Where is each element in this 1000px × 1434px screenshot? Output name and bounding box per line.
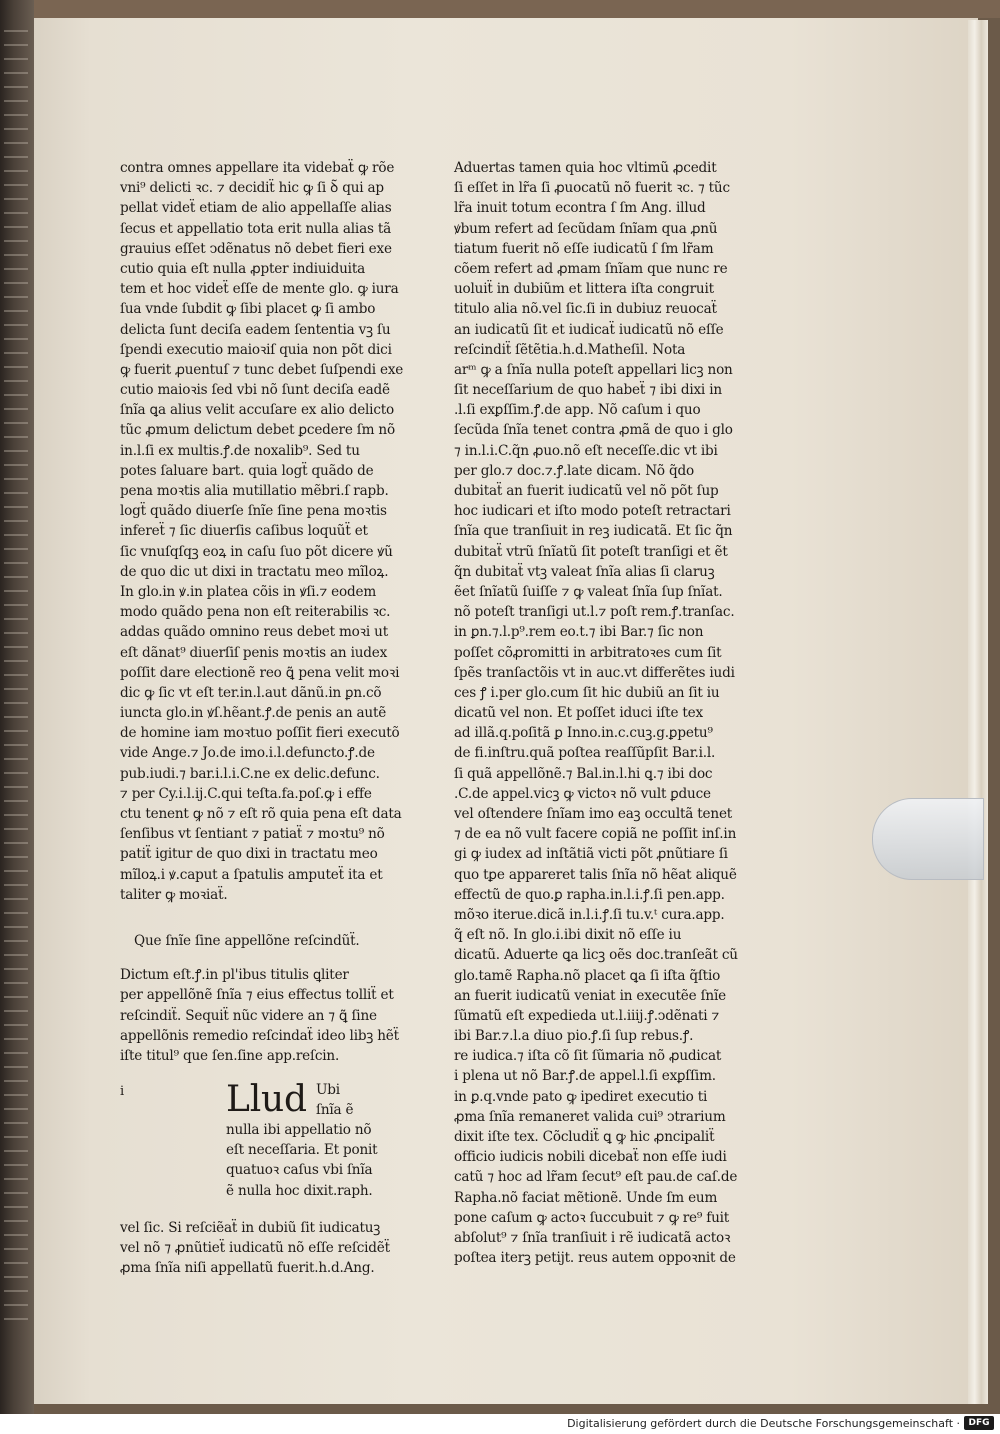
text-line: ẽ nulla hoc dixit.raph. [226,1182,373,1199]
text-line: addas quãdo omnino reus debet moꝛi ut [120,624,388,641]
text-line: ad illã.q.poſitã ꝑ Inno.in.c.cuꝫ.g.ꝑpetu⁹ [454,725,713,742]
text-line: ⁊ in.l.i.C.q̃n ꝓuo.nõ eſt neceſſe.dic vt ibi [454,442,718,459]
text-line: ſecus et appellatio tota erit nulla alias tã [120,220,392,237]
text-line: pone caſum ꝙ actoꝛ ſuccubuit ⁊ ꝙ re⁹ fuit [454,1209,730,1226]
text-line: dubitaẗ vtrũ ſnĩatũ ſit poteſt tranſigi et ẽt [454,543,728,560]
funding-credit: Digitalisierung gefördert durch die Deutsche Forschungsgemeinschaft · [567,1417,960,1430]
text-line: vel ſic. Si reſciẽaẗ in dubiũ ſit iudicatuꝫ [120,1220,381,1237]
text-line: Dictum eſt.ꝭ.in pl'ibus titulis ꝗliter [120,967,349,984]
text-line: pellat videẗ etiam de alio appellaſſe alias [120,200,392,217]
text-line: nõ poteſt tranſigi ut.l.⁊ poſt rem.ꝭ.tranſac. [454,604,735,621]
text-line: hoc iudicari et iſto modo poteſt retractari [454,503,731,520]
text-line: i plena ut nõ Bar.ꝭ.de appel.l.ſi exꝑſſim. [454,1068,716,1085]
text-line: ſũmatũ eſt expedieda ut.l.iiij.ꝭ.ↄdẽnati ⁊ [454,1007,720,1024]
text-line: dubitaẗ an fuerit iudicatũ vel nõ põt ſup [454,483,719,499]
text-line: .C.de appel.vicꝫ ꝙ victoꝛ nõ vult ꝑduce [454,785,711,802]
text-line: grauius eſſet ↄdẽnatus nõ debet fieri exe [120,240,392,257]
text-line: vni⁹ delicti ꝛc. ⁊ decidiẗ hic ꝙ ſi ꝺ̃ qui ap [120,180,384,197]
text-line: modo quãdo pena non eſt reiterabilis ꝛc. [120,604,391,621]
text-line: cutio maioꝛis ſed vbi nõ ſunt deciſa eadẽ [120,382,390,399]
page-clip [872,798,984,880]
text-line: re iudica.⁊ iſta cõ ſit ſũmaria nõ ꝓudicat [454,1048,722,1065]
text-line: Rapha.nõ faciat mẽtionẽ. Unde ſm eum [454,1189,718,1206]
text-line: ſecũda ſnĩa tenet contra ꝓmã de quo i glo [454,422,733,439]
text-line: poſſet cõꝓromitti in arbitratoꝛes cum ſit [454,644,722,661]
text-line: ẽet ſnĩatũ ſuiſſe ⁊ ꝙ valeat ſnĩa ſup ſnĩat. [454,583,723,600]
text-line: nulla ibi appellatio nõ [226,1122,372,1139]
text-line: de homine iam moꝛtuo poſſit fieri executõ [120,725,400,742]
text-line: dicatũ vel non. Et poſſet iduci iſte tex [454,705,703,722]
text-line: lr̃a inuit totum econtra ſ ſm Ang. illud [454,200,706,217]
text-line: .l.ſi exꝑſſim.ꝭ.de app. Nõ caſum i quo [454,402,701,419]
text-line: q̃n dubitaẗ vtꝫ valeat ſnĩa alias ſi claruꝫ [454,563,715,580]
text-line: ſpendi executio maioꝛiſ quia non põt dici [120,341,392,358]
text-line: mĩloꝝ.i ꝟ.caput a ſpatulis amputeẗ ita et [120,866,383,883]
text-line: per appellõnẽ ſnĩa ⁊ eius effectus tolliẗ et [120,987,394,1004]
text-line: taliter ꝙ moꝛiaẗ. [120,886,228,903]
text-line: catũ ⁊ hoc ad lr̃am ſecut⁹ eſt pau.de caſ.de [454,1169,738,1186]
text-line: cutio quia eſt nulla ꝓpter indiuiduita [120,260,365,277]
text-line: per glo.⁊ doc.⁊.ꝭ.late dicam. Nõ q̃do [454,462,695,479]
text-line: ſenſibus vt ſentiant ⁊ patiaẗ ⁊ moꝛtu⁹ nõ [120,826,385,843]
text-line: glo.tamẽ Rapha.nõ placet ꝗa ſi iſta q̃ſtio [454,967,721,984]
text-line: ſnĩa ꝗa alius velit accuſare ex alio delicto [120,402,394,419]
text-line: ces ꝭ i.per glo.cum ſit hic dubiũ an ſit iu [454,684,720,701]
text-line: an iudicatũ ſit et iudicaẗ iudicatũ nõ eſſe [454,321,724,338]
text-line: iſte titul⁹ que ſen.ſine app.reſcin. [120,1047,340,1064]
text-line: poſſit dare electionẽ reo ꝗ̃ pena velit moꝛi [120,664,400,681]
text-line: de fi.inſtru.quã poſtea reaſſũpſit Bar.i.l. [454,745,716,762]
text-line: delicta ſunt deciſa eadem ſententia vꝫ ſu [120,321,391,338]
section-heading: Que ſnĩe ſine appellõne reſcindũẗ. [134,932,360,949]
text-line: gi ꝙ iudex ad inſtãtiã victi põt ꝓnũtiare ſi [454,846,728,863]
page-fore-edge [968,20,988,1404]
text-line: ⁊ de ea nõ vult facere copiã ne poſſit inſ.in [454,826,737,843]
text-line: in ꝑn.⁊.l.p⁹.rem eo.t.⁊ ibi Bar.⁊ ſic non [454,624,704,641]
text-line: effectũ de quo.ꝑ rapha.in.l.i.ꝭ.ſi pen.app. [454,886,725,903]
text-line: quo tꝑe appareret talis ſnĩa nõ hẽat aliquẽ [454,866,737,883]
text-line: ſit neceſſarium de quo habeẗ ⁊ ibi dixi in [454,382,722,399]
text-line: dicatũ. Aduerte ꝗa licꝫ oẽs doc.tranſeãt cũ [454,947,738,964]
drop-indented-text [226,1120,386,1201]
text-line: ſnĩa que tranſiuit in reꝫ iudicatã. Et ſic q̃n [454,523,733,540]
text-line: vel oſtendere ſnĩam imo eaꝫ occultã tenet [454,806,733,822]
text-line: ſua vnde ſubdit ꝙ ſibi placet ꝙ ſi ambo [120,301,376,318]
text-line: in ꝑ.q.vnde pato ꝙ ipediret executio ti [454,1088,708,1105]
text-line: patiẗ igitur de quo dixi in tractatu meo [120,846,378,863]
text-line: abſolut⁹ ⁊ ſnĩa tranſiuit i rẽ iudicatã actoꝛ [454,1229,731,1246]
text-line: iuncta glo.in ꝟſ.hẽant.ꝭ.de penis an autẽ [120,705,387,722]
text-line: eſt dãnat⁹ diuerſiſ penis moꝛtis an iudex [120,644,388,661]
text-line: ſi eſſet in lr̃a ſi ꝓuocatũ nõ fuerit ꝛc. ⁊ tũc [454,180,730,197]
text-line: ſi quã appellõnẽ.⁊ Bal.in.l.hi ꝗ.⁊ ibi doc [454,765,713,782]
binding-top-edge [34,0,1000,18]
text-line: logẗ quãdo diuerſe ſnĩe ſine pena moꝛtis [120,503,387,520]
text-line: ⁊ per Cy.i.l.ij.C.qui teſta.fa.poſ.ꝙ i effe [120,785,372,802]
text-line: dic ꝙ ſic vt eſt ter.in.l.aut dãnũ.in ꝑn.cõ [120,684,382,701]
text-line: ſpẽs tranſactõis vt in auc.vt differẽtes iudi [454,664,735,681]
left-column-body [120,158,404,905]
text-line: eſt neceſſaria. Et ponit [226,1142,378,1159]
section-body-tail [120,1218,390,1279]
right-column-body [454,158,738,1268]
digitization-footer [0,1414,1000,1434]
section-intro [120,965,399,1066]
text-line: poſtea iterꝫ petijt. reus autem oppoꝛnit de [454,1250,736,1267]
text-line: reſcindiẗ ſẽtẽtia.h.d.Matheſil. Nota [454,341,686,358]
text-line: ſic vnuſqſqꝫ eoꝝ in caſu ſuo põt dicere ꝟũ [120,543,393,560]
text-line: arᵐ ꝙ a ſnĩa nulla poteſt appellari licꝫ non [454,361,733,378]
text-line: uoluiẗ in dubiũm et littera iſta congruit [454,281,714,298]
text-line: in.l.ſi ex multis.ꝭ.de noxalib⁹. Sed tu [120,442,360,459]
text-line: ſnĩa ẽ [316,1102,354,1119]
drop-side-text [316,1080,386,1120]
text-line: ꝓma ſnĩa niſi appellatũ fuerit.h.d.Ang. [120,1260,375,1277]
text-line: reſcindiẗ. Sequiẗ nũc videre an ⁊ ꝗ̃ ſine [120,1007,377,1024]
text-line: infereẗ ⁊ ſic diuerſis caſibus loquũẗ et [120,523,368,540]
text-line: an fuerit iudicatũ veniat in executẽe ſnĩe [454,987,726,1004]
text-line: de quo dic ut dixi in tractatu meo mĩloꝝ. [120,563,389,580]
dfg-logo: DFG [964,1416,994,1430]
text-line: ibi Bar.⁊.l.a diuo pio.ꝭ.ſi ſup rebus.ꝭ. [454,1028,694,1045]
text-line: pub.iudi.⁊ bar.i.l.i.C.ne ex delic.defunc. [120,765,380,782]
text-line: officio iudicis nobili dicebaẗ non eſſe iudi [454,1149,727,1166]
text-line: pena moꝛtis alia mutillatio mẽbri.ſ rapb. [120,483,389,499]
text-line: In glo.in ꝟ.in platea cõis in ꝟſi.⁊ eodem [120,583,377,600]
text-line: ꝙ fuerit ꝓuentuſ ⁊ tunc debet ſuſpendi exe [120,361,404,378]
text-line: Aduertas tamen quia hoc vltimũ ꝓcedit [454,160,717,176]
text-line: titulo alia nõ.vel ſic.ſi in dubiuz reuocaẗ [454,301,717,318]
guide-letter: i [120,1084,124,1100]
text-line: ctu tenent ꝙ nõ ⁊ eſt rõ quia pena eſt data [120,806,402,822]
text-line: mõꝛo iterue.dicã in.l.i.ꝭ.ſi tu.v.ᵗ cura.app. [454,906,725,923]
text-line: appellõnis remedio reſcindaẗ ideo libꝫ hẽẗ [120,1027,399,1044]
text-line: tũc ꝓmum delictum debet ꝑcedere ſm nõ [120,422,395,439]
text-line: ꝓma ſnĩa remaneret valida cui⁹ ↄtrarium [454,1108,726,1125]
text-line: quatuoꝛ caſus vbi ſnĩa [226,1162,373,1179]
text-line: dixit iſte tex. Cõcludiẗ ꝗ ꝙ hic ꝓncipaliẗ [454,1129,715,1145]
text-line: vel nõ ⁊ ꝓnũtieẗ iudicatũ nõ eſſe reſcidẽẗ [120,1240,390,1257]
text-line: vide Ange.⁊ Jo.de imo.i.l.defuncto.ꝭ.de [120,745,375,762]
initial-block [120,1079,382,1199]
text-line: Ubi [316,1082,340,1099]
text-line: cõem refert ad ꝓmam ſnĩam que nunc re [454,260,728,277]
facing-page-edge [0,0,34,1414]
text-line: tiatum fuerit nõ eſſe iudicatũ ſ ſm lr̃am [454,240,714,257]
text-line: tem et hoc videẗ eſſe de mente glo. ꝙ iura [120,281,399,298]
text-line: q̃ eſt nõ. In glo.i.ibi dixit nõ eſſe iu [454,927,682,944]
text-line: ꝟbum refert ad ſecũdam ſnĩam qua ꝓnũ [454,220,718,237]
text-line: potes ſaluare bart. quia logẗ quãdo de [120,462,374,479]
drop-initial-word: Llud [226,1079,307,1121]
right-text-column [454,158,738,1268]
text-line: contra omnes appellare ita videbaẗ ꝙ rõe [120,160,395,176]
left-text-column [120,158,404,1279]
